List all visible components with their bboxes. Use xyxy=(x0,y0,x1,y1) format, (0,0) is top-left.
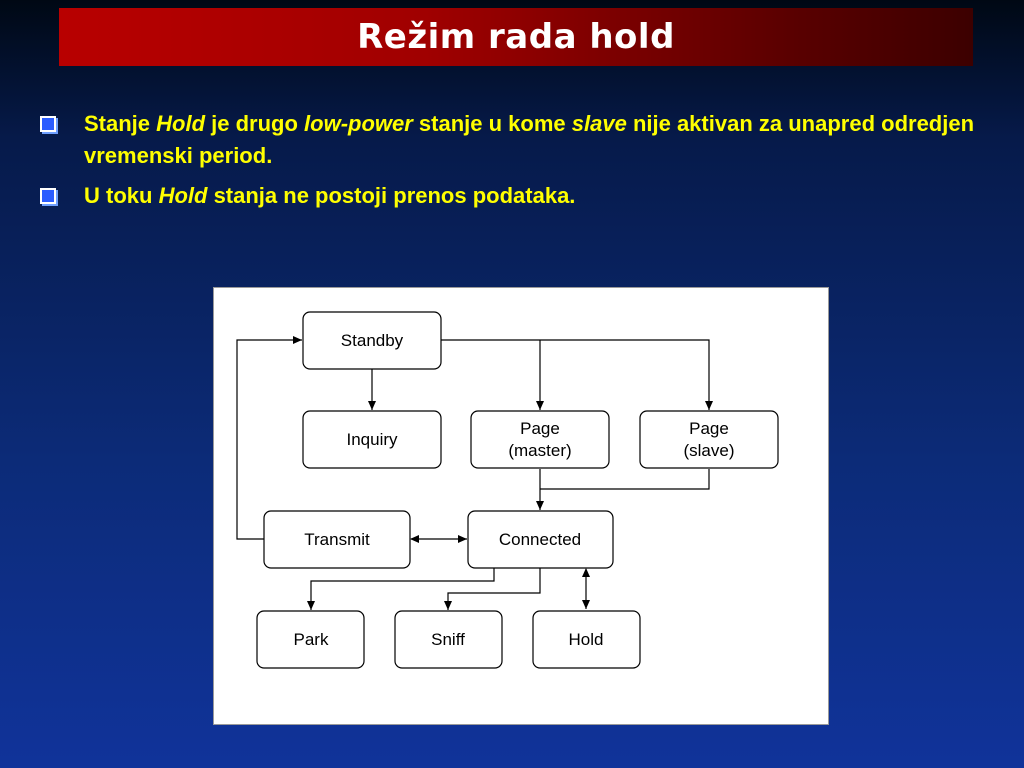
bullet-part: stanja ne postoji prenos podataka. xyxy=(207,183,576,208)
node-hold-label: Hold xyxy=(568,630,604,649)
bullet-square-icon xyxy=(40,116,56,132)
node-transmit-label: Transmit xyxy=(304,530,370,549)
edge-connected-park xyxy=(311,568,494,610)
bullet-list xyxy=(38,108,978,220)
node-connected xyxy=(468,511,613,568)
edge-transmit-standby xyxy=(237,340,302,539)
bullet-part-italic: low-power xyxy=(304,111,413,136)
node-page-master-label-1: Page xyxy=(520,419,560,438)
node-page-master-label-2: (master) xyxy=(508,441,572,460)
node-connected-label: Connected xyxy=(498,530,582,549)
edge-page-slave-connected xyxy=(540,469,709,489)
bullet-part-italic: Hold xyxy=(158,183,208,208)
title-bar xyxy=(59,8,973,66)
bullet-item-1 xyxy=(38,108,978,172)
state-diagram-svg xyxy=(214,288,828,724)
bullet-part: Stanje xyxy=(84,111,157,136)
node-sniff xyxy=(395,611,502,668)
node-transmit xyxy=(264,511,410,568)
slide-title: Režim rada hold xyxy=(357,17,675,57)
node-hold xyxy=(533,611,640,668)
node-park xyxy=(257,611,364,668)
node-page-master xyxy=(471,411,609,468)
node-page-slave-label-1: Page xyxy=(689,419,729,438)
bullet-part-italic: Hold xyxy=(156,111,206,136)
bullet-part: U toku xyxy=(84,183,159,208)
node-inquiry-label: Inquiry xyxy=(346,430,398,449)
node-sniff-label: Sniff xyxy=(431,630,465,649)
bullet-part: je drugo xyxy=(205,111,305,136)
node-page-slave-label-2: (slave) xyxy=(683,441,735,460)
bullet-square-icon xyxy=(40,188,56,204)
bullet-part: stanje u kome xyxy=(412,111,572,136)
node-inquiry xyxy=(303,411,441,468)
state-diagram xyxy=(213,287,829,725)
node-park-label: Park xyxy=(293,630,329,649)
bullet-part: nije aktivan za unapred odredjen vremenski period. xyxy=(84,111,975,168)
edge-standby-page-slave xyxy=(441,340,709,410)
node-standby-label: Standby xyxy=(340,331,404,350)
node-page-slave xyxy=(640,411,778,468)
bullet-part-italic: slave xyxy=(571,111,627,136)
bullet-item-2 xyxy=(38,180,978,212)
node-standby xyxy=(303,312,441,369)
